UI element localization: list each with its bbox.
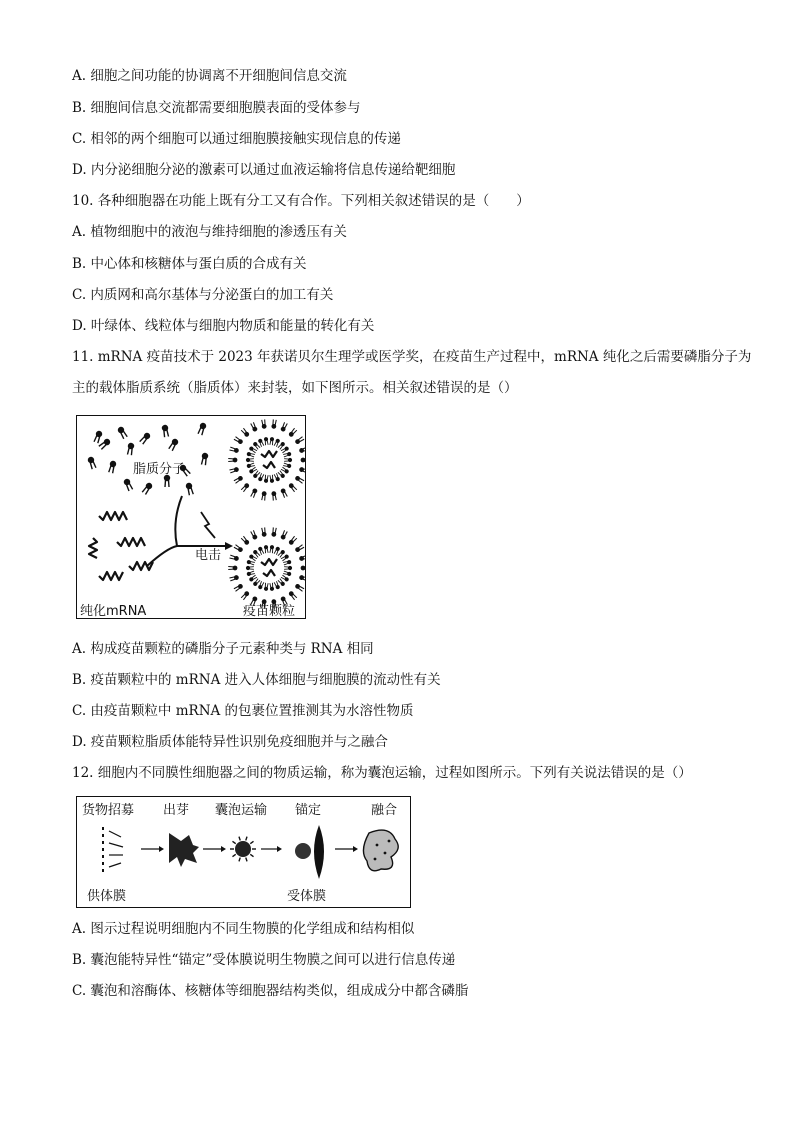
mrna-strand — [263, 462, 275, 468]
anchoring-vesicle — [295, 843, 311, 859]
lipid-molecule — [294, 475, 304, 484]
lipid-molecule — [228, 458, 237, 463]
lipid-molecule — [280, 422, 288, 432]
cargo-arrow — [109, 843, 123, 847]
lipid-molecule — [233, 475, 243, 484]
step-anchoring: 锚定 — [295, 803, 322, 818]
lipid-molecule — [299, 575, 305, 582]
lipid-molecule — [241, 590, 251, 600]
lipid-molecule — [269, 583, 274, 591]
flow-line-bottom — [147, 546, 177, 566]
q10-option-b: B. 中心体和核糖体与蛋白质的合成有关 — [72, 256, 307, 272]
q9-option-c: C. 相邻的两个细胞可以通过细胞膜接触实现信息的传递 — [72, 131, 401, 147]
lipid-molecule — [229, 554, 239, 561]
step-budding: 出芽 — [163, 803, 190, 818]
lipid-molecule — [185, 482, 194, 495]
vesicle-spike — [239, 837, 240, 841]
lipid-molecule — [288, 536, 298, 546]
q9-option-d: D. 内分泌细胞分泌的激素可以通过血液运输将信息传递给靶细胞 — [72, 162, 456, 178]
mrna-strand — [99, 512, 127, 520]
electric-shock-icon — [201, 512, 215, 538]
lipid-molecule — [241, 428, 251, 438]
electric-shock-label: 电击 — [195, 548, 222, 563]
q11-option-d: D. 疫苗颗粒脂质体能特异性识别免疫细胞并与之融合 — [72, 734, 388, 750]
q12-option-c: C. 囊泡和溶酶体、核糖体等细胞器结构类似，组成成分中都含磷脂 — [72, 983, 469, 999]
lipid-molecule — [233, 436, 243, 445]
mrna-strand — [261, 559, 277, 565]
liposome-diagram — [77, 416, 305, 618]
lipid-molecule — [123, 478, 134, 492]
cargo-dot — [376, 844, 379, 847]
cargo-dot — [384, 852, 387, 855]
lipid-molecule — [246, 458, 254, 462]
lipid-molecule — [246, 570, 255, 576]
cargo-arrow — [109, 863, 121, 867]
lipid-molecule — [261, 527, 267, 537]
lipid-molecule — [294, 583, 304, 592]
acceptor-membrane-label: 受体膜 — [287, 889, 327, 904]
lipid-molecule — [269, 437, 274, 445]
lipid-molecule — [284, 566, 292, 570]
lipid-molecule — [233, 544, 243, 553]
lipid-molecule — [271, 527, 277, 537]
lipid-molecule — [283, 462, 292, 468]
lipid-molecule — [271, 419, 277, 429]
step-cargo-recruitment: 货物招募 — [82, 803, 135, 818]
q12-stem: 12. 细胞内不同膜性细胞器之间的物质运输，称为囊泡运输，过程如图所示。下列有关说法错误的是（） — [72, 765, 692, 781]
mrna-strand — [261, 451, 277, 457]
q12-option-b: B. 囊泡能特异性“锚定”受体膜说明生物膜之间可以进行信息传递 — [72, 952, 456, 968]
vesicle-spike — [250, 841, 253, 843]
liposome-figure — [76, 415, 306, 619]
liposome-particle — [228, 527, 305, 608]
lipid-molecule — [200, 452, 208, 465]
fused-organelle — [363, 830, 398, 871]
mrna-strand — [117, 538, 145, 546]
purified-mrna-label: 纯化mRNA — [80, 604, 147, 619]
cargo-dot — [374, 858, 377, 861]
step-vesicle-transport: 囊泡运输 — [215, 803, 268, 818]
vesicle-spike — [246, 837, 247, 841]
q10-option-d: D. 叶绿体、线粒体与细胞内物质和能量的转化有关 — [72, 318, 375, 334]
lipid-molecule — [288, 590, 298, 600]
step-arrowhead — [159, 846, 164, 852]
q9-option-a: A. 细胞之间功能的协调离不开细胞间信息交流 — [72, 68, 347, 84]
lipid-molecule — [87, 456, 97, 470]
lipid-molecule — [264, 437, 269, 445]
lipid-molecule-label: 脂质分子 — [133, 462, 186, 477]
lipid-molecule — [280, 530, 288, 540]
step-arrowhead — [353, 846, 358, 852]
lipid-molecule — [283, 560, 292, 566]
q11-stem-line1: 11. mRNA 疫苗技术于 2023 年获诺贝尔生理学或医学奖，在疫苗生产过程中，mRNA 纯化之后需要磷脂分子为 — [72, 349, 752, 365]
q12-option-a: A. 图示过程说明细胞内不同生物膜的化学组成和结构相似 — [72, 921, 415, 937]
lipid-molecule — [246, 452, 255, 458]
lipid-molecule — [264, 583, 269, 591]
lipid-molecule — [168, 438, 180, 452]
lipid-molecule — [283, 452, 292, 458]
lipid-molecule — [108, 460, 117, 473]
cargo-arrow — [109, 831, 121, 837]
lipid-molecule — [98, 437, 111, 450]
lipid-molecule — [250, 530, 258, 540]
vesicle-transport-figure — [76, 796, 411, 908]
lipid-molecule — [161, 424, 169, 437]
mrna-strand — [89, 538, 97, 558]
q10-option-c: C. 内质网和高尔基体与分泌蛋白的加工有关 — [72, 287, 334, 303]
acceptor-membrane — [314, 825, 324, 879]
lipid-molecule — [229, 446, 239, 453]
q11-option-c: C. 由疫苗颗粒中 mRNA 的包裹位置推测其为水溶性物质 — [72, 703, 414, 719]
liposome-particle — [228, 419, 305, 500]
lipid-molecule — [228, 566, 237, 571]
lipid-molecule — [241, 482, 251, 492]
donor-membrane-label: 供体膜 — [87, 889, 127, 904]
lipid-molecule — [229, 467, 239, 474]
lipid-molecule — [250, 488, 258, 498]
q11-option-b: B. 疫苗颗粒中的 mRNA 进入人体细胞与细胞膜的流动性有关 — [72, 672, 441, 688]
lipid-molecule — [139, 431, 152, 444]
q9-option-b: B. 细胞间信息交流都需要细胞膜表面的受体参与 — [72, 100, 361, 116]
vaccine-particle-label: 疫苗颗粒 — [243, 604, 296, 619]
lipid-molecule — [261, 491, 267, 501]
lipid-molecule — [126, 442, 134, 455]
vesicle-spike — [232, 841, 235, 843]
lipid-molecule — [246, 560, 255, 566]
lipid-molecule — [269, 475, 274, 483]
lipid-molecule — [299, 554, 305, 561]
lipid-molecule — [141, 482, 153, 496]
q10-option-a: A. 植物细胞中的液泡与维持细胞的渗透压有关 — [72, 224, 347, 240]
lipid-molecule — [283, 570, 292, 576]
lipid-molecule — [288, 428, 298, 438]
vesicle-spike — [250, 854, 253, 856]
lipid-molecule — [271, 491, 277, 501]
step-arrowhead — [221, 846, 226, 852]
lipid-molecule — [299, 446, 305, 453]
vesicle-spike — [246, 858, 247, 862]
vesicle-spike — [239, 858, 240, 862]
lipid-molecule — [301, 566, 305, 571]
lipid-molecule — [299, 467, 305, 474]
q11-stem-line2: 主的载体脂质系统（脂质体）来封装，如下图所示。相关叙述错误的是（） — [72, 380, 518, 396]
q10-stem: 10. 各种细胞器在功能上既有分工又有合作。下列相关叙述错误的是（ ） — [72, 193, 530, 209]
lipid-molecule — [93, 430, 103, 444]
lipid-molecule — [264, 545, 269, 553]
step-fusion: 融合 — [371, 803, 398, 818]
budding-vesicle — [169, 833, 199, 867]
lipid-molecule — [284, 458, 292, 462]
lipid-molecule — [246, 566, 254, 570]
cargo-dot — [388, 840, 391, 843]
lipid-molecule — [288, 482, 298, 492]
step-arrowhead — [277, 846, 282, 852]
lipid-molecule — [261, 419, 267, 429]
lipid-molecule — [294, 544, 304, 553]
lipid-molecule — [246, 462, 255, 468]
mrna-strand — [263, 570, 275, 576]
vesicle-spike — [232, 854, 235, 856]
lipid-molecule — [280, 488, 288, 498]
lipid-molecule — [241, 536, 251, 546]
lipid-molecule — [269, 545, 274, 553]
flow-arrowhead — [225, 542, 233, 550]
flow-line-top — [175, 496, 182, 546]
lipid-molecule — [301, 458, 305, 463]
lipid-molecule — [233, 583, 243, 592]
lipid-molecule — [197, 422, 207, 436]
lipid-molecule — [250, 422, 258, 432]
lipid-molecule — [229, 575, 239, 582]
transport-vesicle — [235, 841, 251, 857]
lipid-molecule — [264, 475, 269, 483]
q11-option-a: A. 构成疫苗颗粒的磷脂分子元素种类与 RNA 相同 — [72, 641, 374, 657]
mrna-strand — [99, 572, 123, 580]
lipid-molecule — [294, 436, 304, 445]
lipid-molecule — [117, 426, 129, 440]
